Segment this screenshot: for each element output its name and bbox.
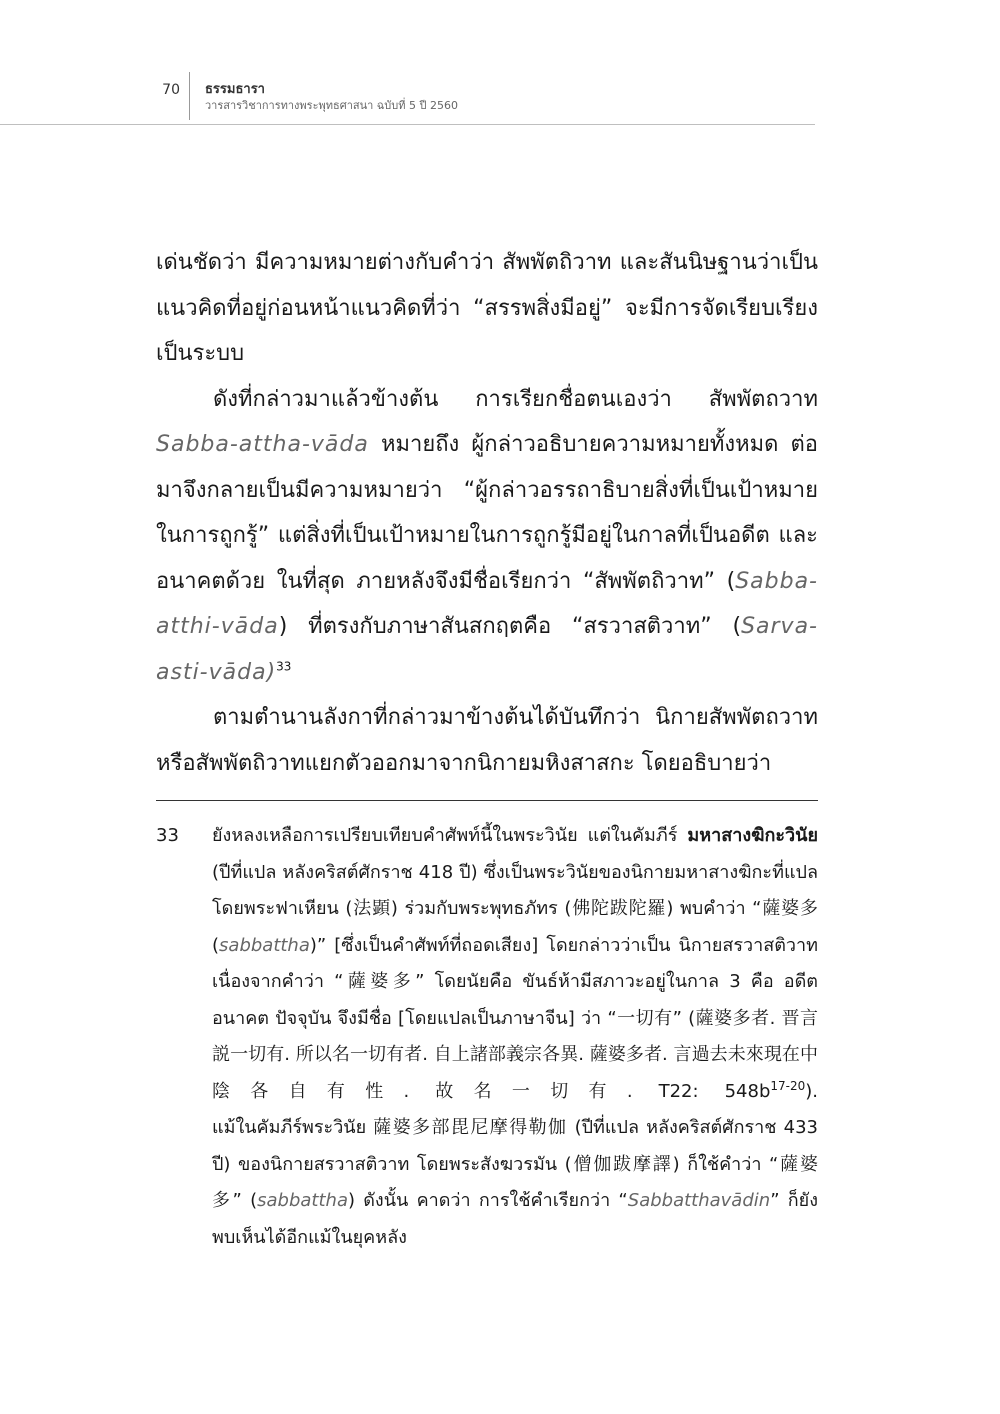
pali-term: sabbattha xyxy=(219,934,310,956)
header-divider xyxy=(189,72,190,120)
scripture-title: มหาสางฆิกะวินัย xyxy=(687,825,818,846)
footnote-paragraph xyxy=(212,1110,818,1256)
text-span: ) ที่ตรงกับภาษาสันสกฤตคือ “สรวาสติวาท” ( xyxy=(278,614,742,639)
pali-term: Sabba-atthi-vāda xyxy=(156,568,818,639)
text-span: ) xyxy=(266,659,277,685)
footnote-ref: 33 xyxy=(276,659,292,674)
text-span: ” ก็ยังพบเห็นได้อีกแม้ในยุคหลัง xyxy=(212,1190,818,1248)
text-span: (ปีที่แปล หลังคริสต์ศักราช 418 ปี) ซึ่งเป็นพระวินัยของนิกายมหาสางฆิกะที่แปลโดยพระฟาเหียน (法顕) ร่วมกับพระพุทธภัทร (佛陀跋陀羅) พบคำว่า “薩婆多 ( xyxy=(212,861,818,956)
text-span: แม้ในคัมภีร์พระวินัย 薩婆多部毘尼摩得勒伽 (ปีที่แปล หลังคริสต์ศักราช 433 ปี) ของนิกายสรวาสติวาท โดยพระสังฆวรมัน (僧伽跋摩譯) ก็ใช้คำว่า “薩婆多” ( xyxy=(212,1117,818,1211)
footnote-paragraph xyxy=(212,818,818,1110)
text-span: ยังหลงเหลือการเปรียบเทียบคำศัพท์นี้ในพระวินัย แต่ในคัมภีร์ xyxy=(212,825,688,846)
pali-term: Sabbatthavādin xyxy=(627,1190,771,1211)
page-header xyxy=(0,0,1000,130)
text-span: หมายถึง ผู้กล่าวอธิบายความหมายทั้งหมด ต่อมาจึงกลายเป็นมีความหมายว่า “ผู้กล่าวอรรถาธิบายสิ่งที่เป็นเป้าหมายในการถูกรู้” แต่สิ่งที่เป็นเป้าหมายในการถูกรู้มีอยู่ในกาลที่เป็นอดีต และอนาคตด้วย ในที่สุด ภายหลังจึงมีชื่อเรียกว่า “สัพพัตถิวาท” ( xyxy=(156,432,818,594)
text-span: )” [ซึ่งเป็นคำศัพท์ที่ถอดเสียง] โดยกล่าวว่าเป็น นิกายสรวาสติวาท เนื่องจากคำว่า “薩婆多” โดยนัยคือ ขันธ์ห้ามีสภาวะอยู่ในกาล 3 คือ อดีต อนาคต ปัจจุบัน จึงมีชื่อ [โดยแปลเป็นภาษาจีน] ว่า “一切有” (薩婆多者. 晋言説一切有. 所以名一切有者. 自上諸部義宗各異. 薩婆多者. 言過去未來現在中陰各自有性. 故名一切有. T22: 548b xyxy=(212,934,818,1102)
page-number: 70 xyxy=(162,82,180,98)
citation-sup: 17-20 xyxy=(770,1078,806,1093)
paragraph: เด่นชัดว่า มีความหมายต่างกับคำว่า สัพพัตถิวาท และสันนิษฐานว่าเป็นแนวคิดที่อยู่ก่อนหน้าแนวคิดที่ว่า “สรรพสิ่งมีอยู่” จะมีการจัดเรียบเรียงเป็นระบบ xyxy=(156,250,818,366)
main-text xyxy=(156,240,818,786)
sanskrit-term: Sarva-asti-vāda xyxy=(156,614,818,685)
text-span: ) ดังนั้น คาดว่า การใช้คำเรียกว่า “ xyxy=(347,1190,628,1211)
footnote-number: 33 xyxy=(156,825,179,846)
text-span: ดังที่กล่าวมาแล้วข้างต้น การเรียกชื่อตนเองว่า สัพพัตถวาท xyxy=(213,386,818,412)
paragraph xyxy=(156,377,818,696)
journal-subtitle: วารสารวิชาการทางพระพุทธศาสนา ฉบับที่ 5 ปี 2560 xyxy=(205,99,458,112)
paragraph: ตามตำนานลังกาที่กล่าวมาข้างต้นได้บันทึกว่า นิกายสัพพัตถวาท หรือสัพพัตถิวาทแยกตัวออกมาจากนิกายมหิงสาสกะ โดยอธิบายว่า xyxy=(156,705,818,776)
text-span: ). xyxy=(805,1080,818,1102)
journal-title: ธรรมธารา xyxy=(205,82,265,97)
footnote-rule xyxy=(156,800,818,801)
pali-term: Sabba-attha-vāda xyxy=(156,432,369,457)
pali-term: sabbattha xyxy=(257,1190,348,1211)
footnote-body xyxy=(212,818,818,1256)
header-rule xyxy=(0,124,815,125)
footnote xyxy=(156,818,818,1256)
